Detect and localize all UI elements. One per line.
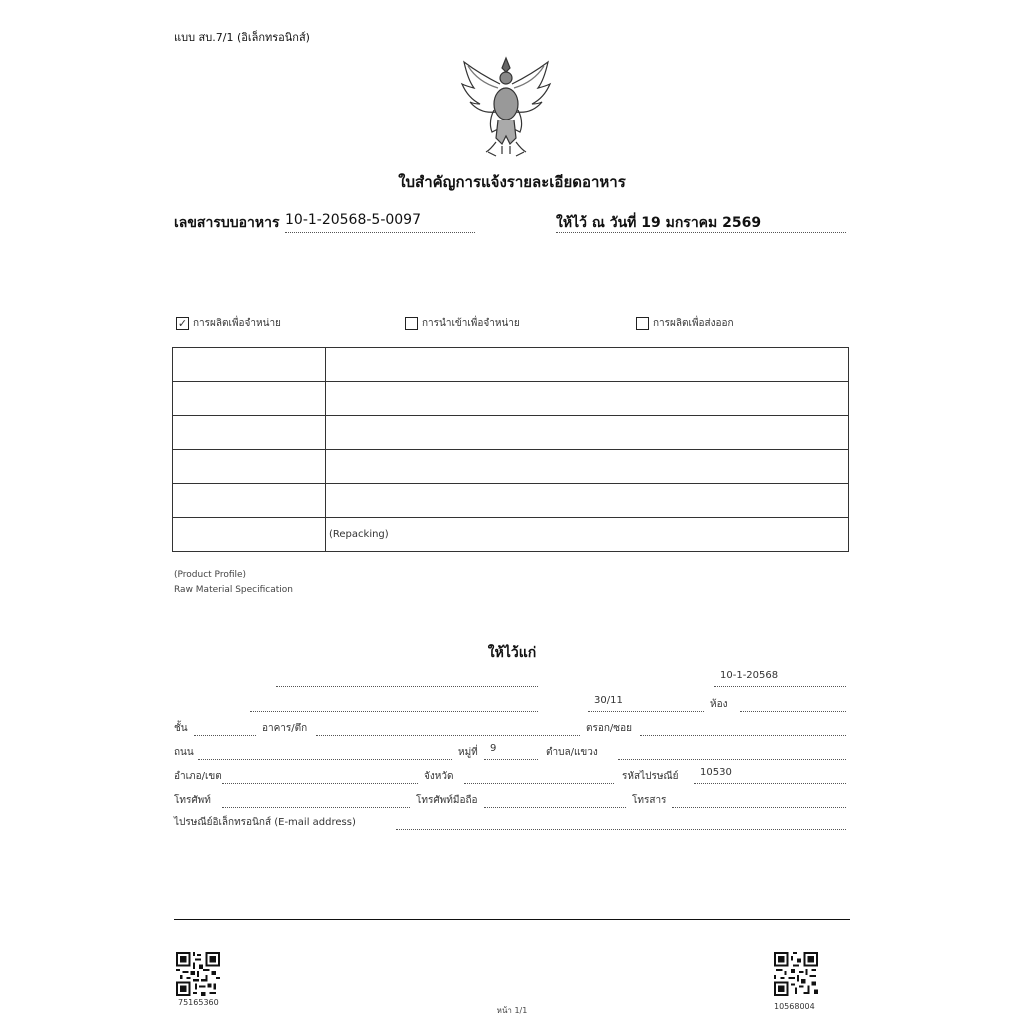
district-label: อำเภอ/เขต [174, 771, 222, 782]
serial-underline [285, 232, 475, 233]
moo-label: หมู่ที่ [458, 747, 478, 758]
field-underline [484, 807, 626, 808]
table-cell-label [173, 450, 326, 484]
table-cell-value [326, 416, 849, 450]
checkbox-export[interactable] [636, 316, 734, 331]
field-underline [588, 711, 704, 712]
postcode-label: รหัสไปรษณีย์ [622, 771, 679, 782]
field-underline [222, 807, 410, 808]
building-label: อาคาร/ตึก [262, 723, 308, 734]
field-underline [316, 735, 580, 736]
fax-label: โทรสาร [632, 795, 667, 806]
table-cell-value [326, 348, 849, 382]
table-cell-value [326, 450, 849, 484]
floor-label: ชั้น [174, 723, 188, 734]
field-underline [194, 735, 256, 736]
table-cell-label [173, 382, 326, 416]
food-serial-number: 10-1-20568-5-0097 [285, 212, 422, 228]
page-number: หน้า 1/1 [496, 1006, 528, 1015]
table-row [173, 484, 849, 518]
mobile-label: โทรศัพท์มือถือ [416, 795, 478, 806]
checkbox-empty-icon [405, 317, 418, 330]
profile-line-2: Raw Material Specification [174, 585, 293, 595]
field-underline [694, 783, 846, 784]
checkbox-manufacture[interactable] [176, 316, 281, 331]
field-underline [640, 735, 846, 736]
phone-label: โทรศัพท์ [174, 795, 211, 806]
subdistrict-label: ตำบล/แขวง [546, 747, 598, 758]
document-title: ใบสำคัญการแจ้งรายละเอียดอาหาร [398, 173, 626, 191]
table-cell-label [173, 416, 326, 450]
profile-line-1: (Product Profile) [174, 570, 247, 580]
right-qr-caption: 10568004 [774, 1002, 815, 1011]
moo-value: 9 [490, 743, 497, 754]
table-row [173, 348, 849, 382]
food-serial-label: เลขสารบบอาหาร [174, 215, 280, 231]
alley-label: ตรอก/ซอย [586, 723, 632, 734]
field-underline [672, 807, 846, 808]
table-cell-label [173, 518, 326, 552]
field-underline [740, 711, 846, 712]
table-row [173, 382, 849, 416]
table-cell-value: (Repacking) [326, 518, 849, 552]
room-label: ห้อง [710, 699, 728, 710]
table-row [173, 518, 849, 552]
table-row [173, 416, 849, 450]
table-row [173, 450, 849, 484]
checkbox-checked-icon: ✓ [177, 317, 188, 330]
checkbox-label: การผลิตเพื่อจำหน่าย [193, 318, 281, 329]
field-underline [464, 783, 614, 784]
field-underline [198, 759, 452, 760]
table-cell-value [326, 484, 849, 518]
field-underline [396, 829, 846, 830]
qr-code-icon [176, 952, 220, 1000]
garuda-emblem-icon [456, 54, 556, 162]
qr-code-icon [774, 952, 818, 1000]
field-underline [222, 783, 418, 784]
field-underline [484, 759, 538, 760]
email-label: ไปรษณีย์อิเล็กทรอนิกส์ (E-mail address) [174, 817, 356, 828]
province-label: จังหวัด [424, 771, 454, 782]
footer-divider [174, 919, 850, 920]
table-cell-label [173, 484, 326, 518]
road-label: ถนน [174, 747, 194, 758]
left-qr-caption: 75165360 [178, 998, 219, 1007]
product-profile-note [174, 568, 850, 598]
food-info-table [172, 347, 849, 552]
table-cell-value [326, 382, 849, 416]
field-underline [618, 759, 846, 760]
field-underline [276, 686, 538, 687]
checkbox-label: การผลิตเพื่อส่งออก [653, 318, 734, 329]
form-code: แบบ สบ.7/1 (อิเล็กทรอนิกส์) [174, 31, 310, 44]
issued-to-title: ให้ไว้แก่ [487, 645, 537, 661]
house-no-value: 30/11 [594, 695, 623, 706]
license-value: 10-1-20568 [720, 670, 779, 681]
issue-date: ให้ไว้ ณ วันที่ 19 มกราคม 2569 [556, 215, 762, 231]
checkbox-label: การนำเข้าเพื่อจำหน่าย [422, 318, 520, 329]
checkbox-empty-icon [636, 317, 649, 330]
date-underline [556, 232, 846, 233]
field-underline [714, 686, 846, 687]
field-underline [250, 711, 538, 712]
table-cell-label [173, 348, 326, 382]
checkbox-import[interactable] [405, 316, 520, 331]
postcode-value: 10530 [700, 767, 732, 778]
